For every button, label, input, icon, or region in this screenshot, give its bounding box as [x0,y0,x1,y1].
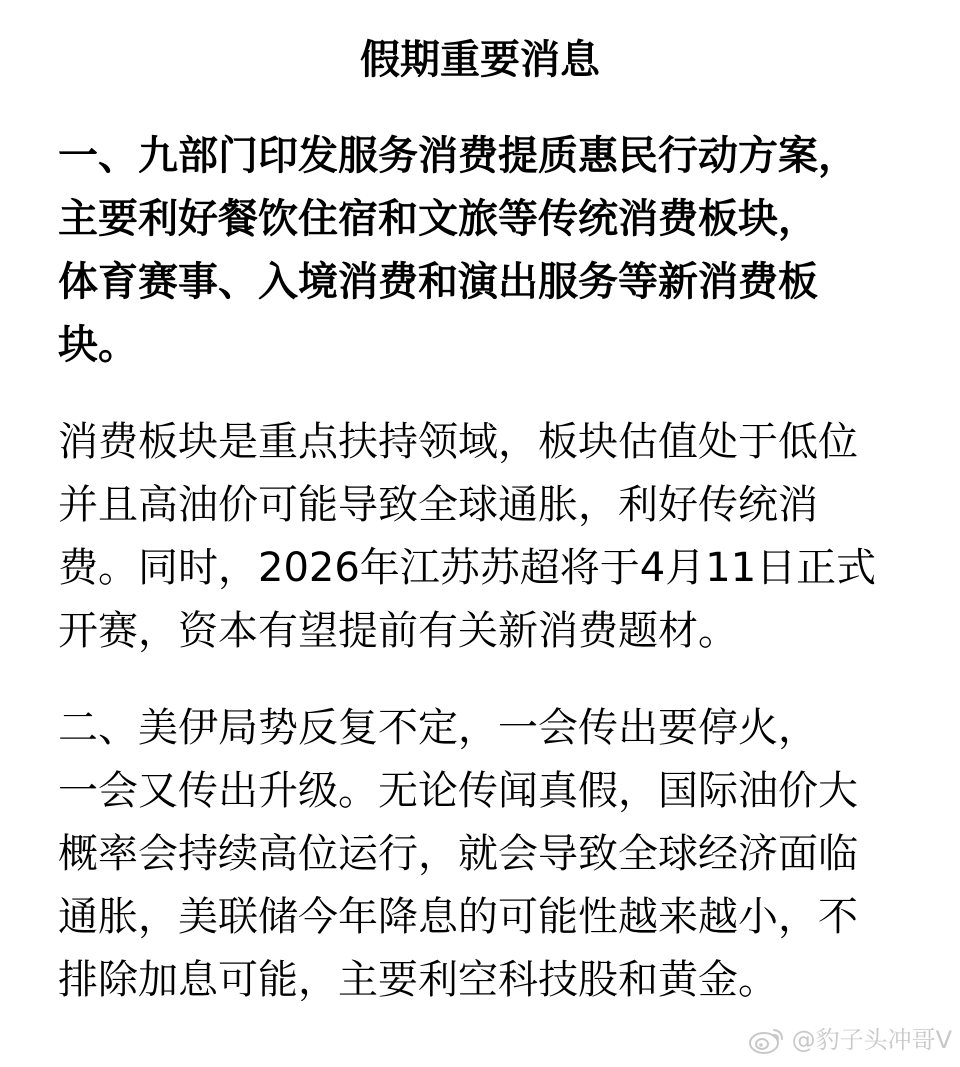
paragraph-1-line-4: 块。 [58,322,138,368]
paragraph-3-line-4: 通胀，美联储今年降息的可能性越来越小，不 [58,894,858,940]
watermark-text: @豹子头冲哥V [791,1026,952,1054]
paragraph-2-line-4: 开赛，资本有望提前有关新消费题材。 [58,608,738,654]
document-title: 假期重要消息 [360,37,600,83]
paragraph-2-line-2: 并且高油价可能导致全球通胀，利好传统消 [58,482,818,528]
paragraph-1-line-3: 体育赛事、入境消费和演出服务等新消费板 [58,259,818,305]
paragraph-3-line-3: 概率会持续高位运行，就会导致全球经济面临 [58,831,858,877]
paragraph-2-line-1: 消费板块是重点扶持领域，板块估值处于低位 [58,419,858,465]
paragraph-1-line-1: 一、九部门印发服务消费提质惠民行动方案， [58,133,858,179]
paragraph-3-line-2: 一会又传出升级。无论传闻真假，国际油价大 [58,768,858,814]
weibo-watermark [746,1025,952,1055]
paragraph-2-line-3: 费。同时，2026年江苏苏超将于4月11日正式 [58,545,877,591]
paragraph-3-line-1: 二、美伊局势反复不定，一会传出要停火， [58,705,818,751]
paragraph-3-line-5: 排除加息可能，主要利空科技股和黄金。 [58,957,778,1003]
weibo-icon [746,1025,786,1055]
paragraph-1-line-2: 主要利好餐饮住宿和文旅等传统消费板块， [58,196,818,242]
